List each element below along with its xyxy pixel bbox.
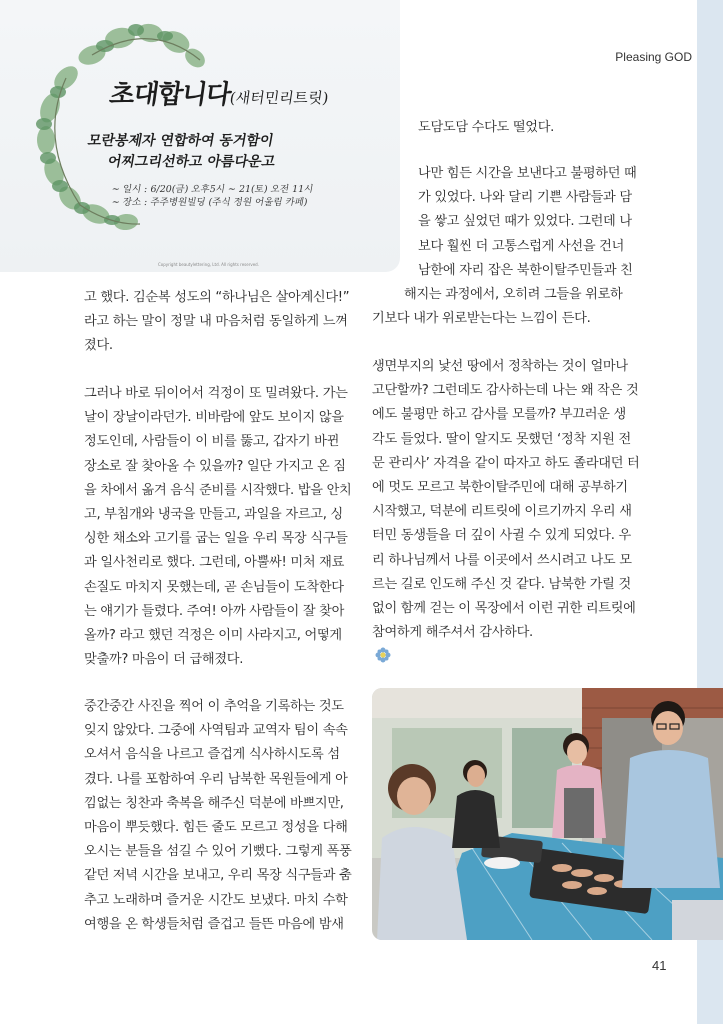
right-paragraph-2: 나만 힘든 시간을 보낸다고 불평하던 때 가 있었다. 나와 달리 기쁜 사람들과 담 을 쌓고 싶었던 때가 있었다. 그런데 나 보다 훨씬 더 고통스럽게 사선을 건너 남한에 자리 잡은 북한이탈주민들과 친 해지는 과정에서, 오히려 그들을 위로하 기보다 내가 위로받는다는 느낌이 든다.: [372, 166, 637, 327]
right-paragraph-3: 생면부지의 낯선 땅에서 정착하는 것이 얼마나 고단할까? 그런데도 감사하는데 나는 왜 작은 것 에도 불평만 하고 감사를 모를까? 부끄러운 생 각도 들었다. 딸이 알지도 못했던 ‘정착 지원 전 문 관리사’ 자격을 같이 따자고 하도 졸라대던 터 에 멋도 모르고 북한이탈주민에 대해 공부하기 시작했고, 덕분에 리트릿에 이르기까지 우리 새 터민 동생들을 더 깊이 사귈 수 있게 되었다. 우 리 하나님께서 나를 이곳에서 쓰시려고 나도 모 르는 길로 인도해 주신 것 같다. 남북한 가릴 것 없이 함께 걷는 이 목장에서 이런 귀한 리트릿에 참여하게 해주셔서 감사하다.: [372, 355, 639, 670]
left-paragraph-3: 중간중간 사진을 찍어 이 추억을 기록하는 것도 잊지 않았다. 그중에 사역팀과 교역자 팀이 속속 오셔서 음식을 나르고 즐겁게 식사하시도록 섬 겼다. 나를 포함하여 우리 남북한 목원들에게 아 낌없는 칭찬과 축복을 해주신 덕분에 바쁘지만, 마음이 뿌듯했다. 힘든 줄도 모르고 정성을 다해 오시는 분들을 섬길 수 있어 기뻤다. 그렇게 폭풍 같던 저녁 시간을 보내고, 우리 목장 식구들과 춤 추고 노래하며 즐거운 시간도 보냈다. 마치 수학 여행을 온 학생들처럼 즐겁고 들뜬 마음에 밤새: [84, 699, 352, 932]
calligraphy-verse-line-2: 어찌그리선하고 아름다운고: [106, 154, 277, 170]
calligraphy-invitation-image: [0, 0, 400, 272]
calligraphy-verse-line-1: 모란봉제자 연합하여 동거함이: [86, 133, 275, 149]
left-paragraph-2: 그러나 바로 뒤이어서 걱정이 또 밀려왔다. 가는 날이 장날이라던가. 비바람에 앞도 보이지 않을 정도인데, 사람들이 이 비를 뚫고, 갑자기 바뀐 장소로 잘 찾아올 수 있을까? 일단 가지고 온 짐 을 차에서 옮겨 음식 준비를 시작했다. 밥을 안치 고, 부침개와 냉국을 만들고, 과일을 자르고, 싱 싱한 채소와 고기를 굽는 일을 우리 목장 식구들 과 일사천리로 했다. 그런데, 아뿔싸! 미처 재료 손질도 마치지 못했는데, 곧 손님들이 도착한다 는 얘기가 들렸다. 주여! 아까 사람들이 잘 찾아 올까? 라고 했던 걱정은 이미 사라지고, 어떻게 맞출까? 마음이 더 급해졌다.: [84, 386, 352, 668]
calligraphy-title: 초대합니다(새터민리트릿): [107, 80, 330, 110]
flower-sticker-icon: [375, 647, 391, 663]
calligraphy-date: ~ 일시 : 6/20(금) 오후5시 ~ 21(토) 오전 11시: [110, 184, 315, 195]
closing-line: 참여하게 해주셔서 감사하다.: [372, 625, 533, 641]
calligraphy-copyright: Copyright beautylettering, Ltd. All rights reserved.: [158, 262, 259, 267]
right-paragraph-1: 도담도담 수다도 떨었다.: [418, 120, 555, 135]
calligraphy-place: ~ 장소 : 주주병원빌딩 (주식 정원 어울림 카페): [110, 197, 309, 208]
page-number: 41: [652, 958, 667, 973]
section-header: Pleasing GOD: [615, 50, 692, 64]
cooking-event-photo: [372, 688, 723, 940]
left-paragraph-1: 고 했다. 김순복 성도의 “하나님은 살아계신다!” 라고 하는 말이 정말 내 마음처럼 동일하게 느껴 졌다.: [84, 290, 350, 354]
